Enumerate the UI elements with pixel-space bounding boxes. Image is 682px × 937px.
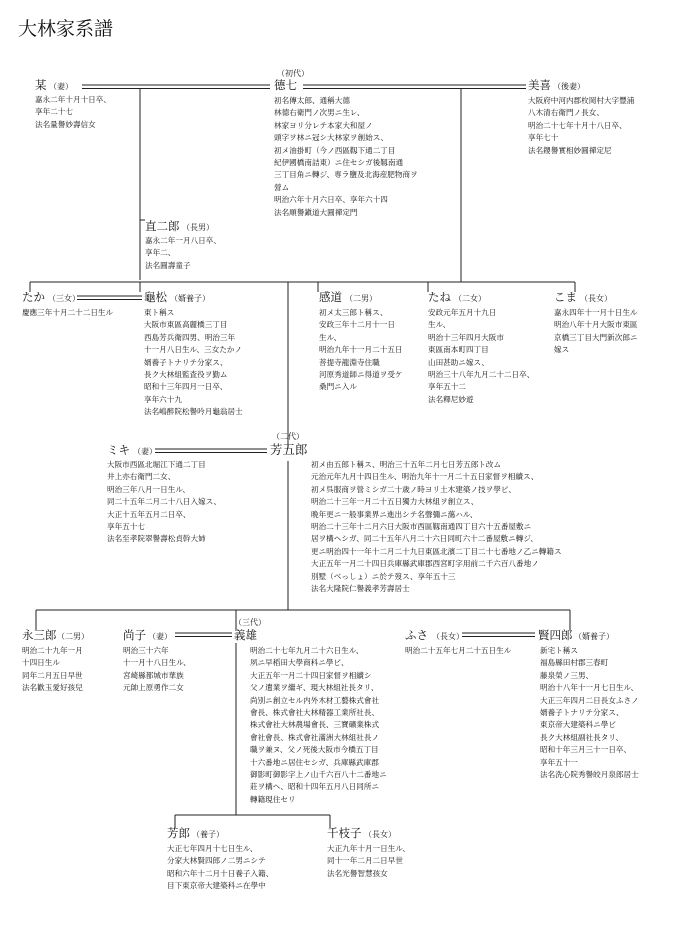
person-details: 大阪市西區北堀江下通二丁目 井上亦右衛門二女、 明治三年八月一日生ル、 同二十五年二月二十八日入嫁ス、 大正十五年五月二日卒、 享年五十七 法名至孝院翠譽壽松貞幹大姉 xyxy=(107,460,222,544)
person-relation: （長男） xyxy=(182,223,214,232)
person-relation: （妻） xyxy=(148,632,172,641)
person-relation: （二女） xyxy=(454,294,486,303)
person-details: 嘉永二年十月十日卒、 享年二十七 法名量譽妙壽信女 xyxy=(35,95,111,129)
person-relation: （二男） xyxy=(57,632,89,641)
page-title: 大林家系譜 xyxy=(18,18,114,40)
person-name: こま xyxy=(554,290,577,304)
person-relation: （二男） xyxy=(345,294,377,303)
person-details: 新宅ト稱ス 福島縣田村郡三春町 藤泉榮ノ三男、 明治十八年十一月七日生ル、 大正三年四月二日長女ふさノ 婿養子トナリテ分家ス、 東京帝大建築科ニ學ビ 長ク大林組副社長タリ、 昭和十年三月三十一日卒、 享年五十一 法名洗心院秀譽皎月泉郎居士 xyxy=(540,646,639,780)
person-details: 嘉永二年一月八日卒、 享年二、 法名圓壽童子 xyxy=(145,236,221,270)
person-details: 明治二十七年九月二十六日生ル、 夙ニ早稻田大學商科ニ學ビ、 大正五年一月二十四日家督ヲ相續シ 父ノ遺業ヲ繼ギ、現大林組社長タリ、 尚別ニ創立セル内外木材工藝株式會社 會長、株式會社大林精器工業所社長、 株式會社大林農場會長、三寶礦業株式 會社會長、株式會社滿洲大林組社長ノ 職ヲ兼ヌ、父ノ死後大阪市今橋五丁目 十六番地ニ居住セシガ、兵庫縣武庫郡 御影町御影字上ノ山千六百八十二番地ニ 莊ヲ構ヘ、昭和十四年五月八日同所ニ 轉籍現住セリ xyxy=(250,646,387,804)
person-name: 感道 xyxy=(319,290,342,304)
person-details: 安政元年五月十九日 生ル、 明治十三年四月大阪市 東區南本町四丁目 山田甚助ニ嫁ス、 明治三十八年九月二十二日卒、 享年五十二 法名釋尼妙遊 xyxy=(428,308,535,404)
person-relation: （婿養子） xyxy=(574,632,614,641)
person-name: たか xyxy=(22,290,45,304)
person-name: 尚子 xyxy=(123,628,146,642)
person-details: 大阪府中河内郡枚岡村大字豐浦 八木清右衛門ノ長女、 明治二十七年十月十八日卒、 享年七十 法名鑁譽實相妙圓禪定尼 xyxy=(528,96,635,155)
person-name: 芳五郎 xyxy=(270,442,308,457)
person-details: 慶應三年十月二十二日生ル xyxy=(22,308,114,317)
person-relation: （婿養子） xyxy=(170,294,210,303)
person-relation: （長女） xyxy=(432,632,464,641)
person-relation: （三女） xyxy=(48,294,80,303)
generation-label: （三代） xyxy=(234,618,266,627)
person-name: 義雄 xyxy=(234,628,257,642)
person-details: 大正七年四月十七日生ル、 分家大林賢四郎ノ二男ニシテ 昭和六年十二月十日養子入籍、 目下東京帝大建築科ニ在學中 xyxy=(167,844,274,891)
person-details: 明治二十五年七月二十五日生ル xyxy=(405,646,512,655)
person-name: 龜松 xyxy=(144,290,167,304)
person-relation: （後妻） xyxy=(553,82,585,91)
person-relation: （長女） xyxy=(364,830,396,839)
person-name: 賢四郎 xyxy=(538,628,573,642)
person-name: 千枝子 xyxy=(327,826,362,840)
person-details: 大正九年十月一日生ル、 同十一年二月二日早世 法名光譽智慧孩女 xyxy=(327,844,410,878)
person-name: 德七 xyxy=(274,78,297,92)
person-details: 明治三十六年 十一月十八日生ル、 宮崎縣都城市華族 元帥上原勇作二女 xyxy=(123,646,191,693)
generation-label: （二代） xyxy=(272,432,304,441)
person-relation: （妻） xyxy=(49,82,73,91)
person-name: たね xyxy=(428,290,451,304)
person-details: 初メ由五郎ト稱ス、明治三十五年二月七日芳五郎ト改ム 元治元年九月十四日生ル、明治九年十一月二十五日家督ヲ相續ス、 初メ呉服商ヲ營ミシガ二十歳ノ時ヨリ土木建築ノ技ヲ學ビ、 明治二十三年一月二十五日獨力大林組ヲ創立ス、 晩年更ニ一般事業界ニ進出シテ名聲彌ニ藹ハル、 明治二十三年十二月六日大阪市西區靱南通四丁目六十五番屋敷ニ 居ヲ構ヘシガ、同二十五年八月二十六日同町六十二番屋敷ニ轉ジ、 更ニ明治四十一年十二月二十九日東區北濱二丁目二十七番地ノ乙ニ轉籍ス 大正五年一月二十四日兵庫縣武庫郡西宮町字用前二千六百八番地ノ 別墅（べっしょ）ニ於テ歿ス、享年五十三 法名大隆院仁譽義孝芳壽居士 xyxy=(311,460,562,594)
generation-label: （初代） xyxy=(277,69,309,78)
person-name: 某 xyxy=(35,78,47,92)
person-details: 初メ太三郎ト稱ス、 安政三年十二月十一日 生ル、 明治九年十一月二十五日 菩提寺龍淵寺住職 河原秀道師ニ得道ヲ受ケ 桑門ニ入ル xyxy=(319,308,403,392)
person-name: 美喜 xyxy=(528,78,551,92)
person-details: 東ト稱ス 大阪市東區高麗橋三丁目 西島芳兵衛四男、明治三年 十一月八日生ル、三女たかノ 婿養子トナリテ分家ス、 長ク大林組監査役ヲ勤ム 昭和十三年四月一日卒、 享年六十九 法名嶋醉院松譽吟月龜翁居士 xyxy=(144,308,243,417)
person-name: 直二郎 xyxy=(145,219,180,233)
person-relation: （養子） xyxy=(192,830,224,839)
person-name: 芳郎 xyxy=(167,826,190,840)
person-details: 初名傳太郎、通稱大德 林德右衛門ノ次男ニ生レ、 林家ヨリ分レテ本家大和屋ノ 頭字ヲ林ニ冠シ大林家ヲ創始ス、 初メ油掛町（今ノ西區靱下通二丁目 紀伊國橋南詰東）ニ住セシガ後靱南通 三丁目角ニ轉ジ、専ラ鹽及北海産肥物商ヲ 營ム 明治六年十月六日卒、享年六十四 法名順譽鎭道大圓禪定門 xyxy=(274,96,418,217)
person-name: 永三郎 xyxy=(22,628,57,642)
person-relation: （妻） xyxy=(133,447,157,456)
person-relation: （長女） xyxy=(580,294,612,303)
person-details: 明治二十九年一月 十四日生ル 同年二月五日早世 法名歡玉愛好孩兒 xyxy=(22,646,83,693)
person-name: ミキ xyxy=(107,443,130,457)
person-name: ふさ xyxy=(405,628,428,642)
person-details: 嘉永四年十一月十日生ル 明治八年十月大阪市東區 京橋三丁目大門新次郎ニ 嫁ス xyxy=(554,308,638,355)
